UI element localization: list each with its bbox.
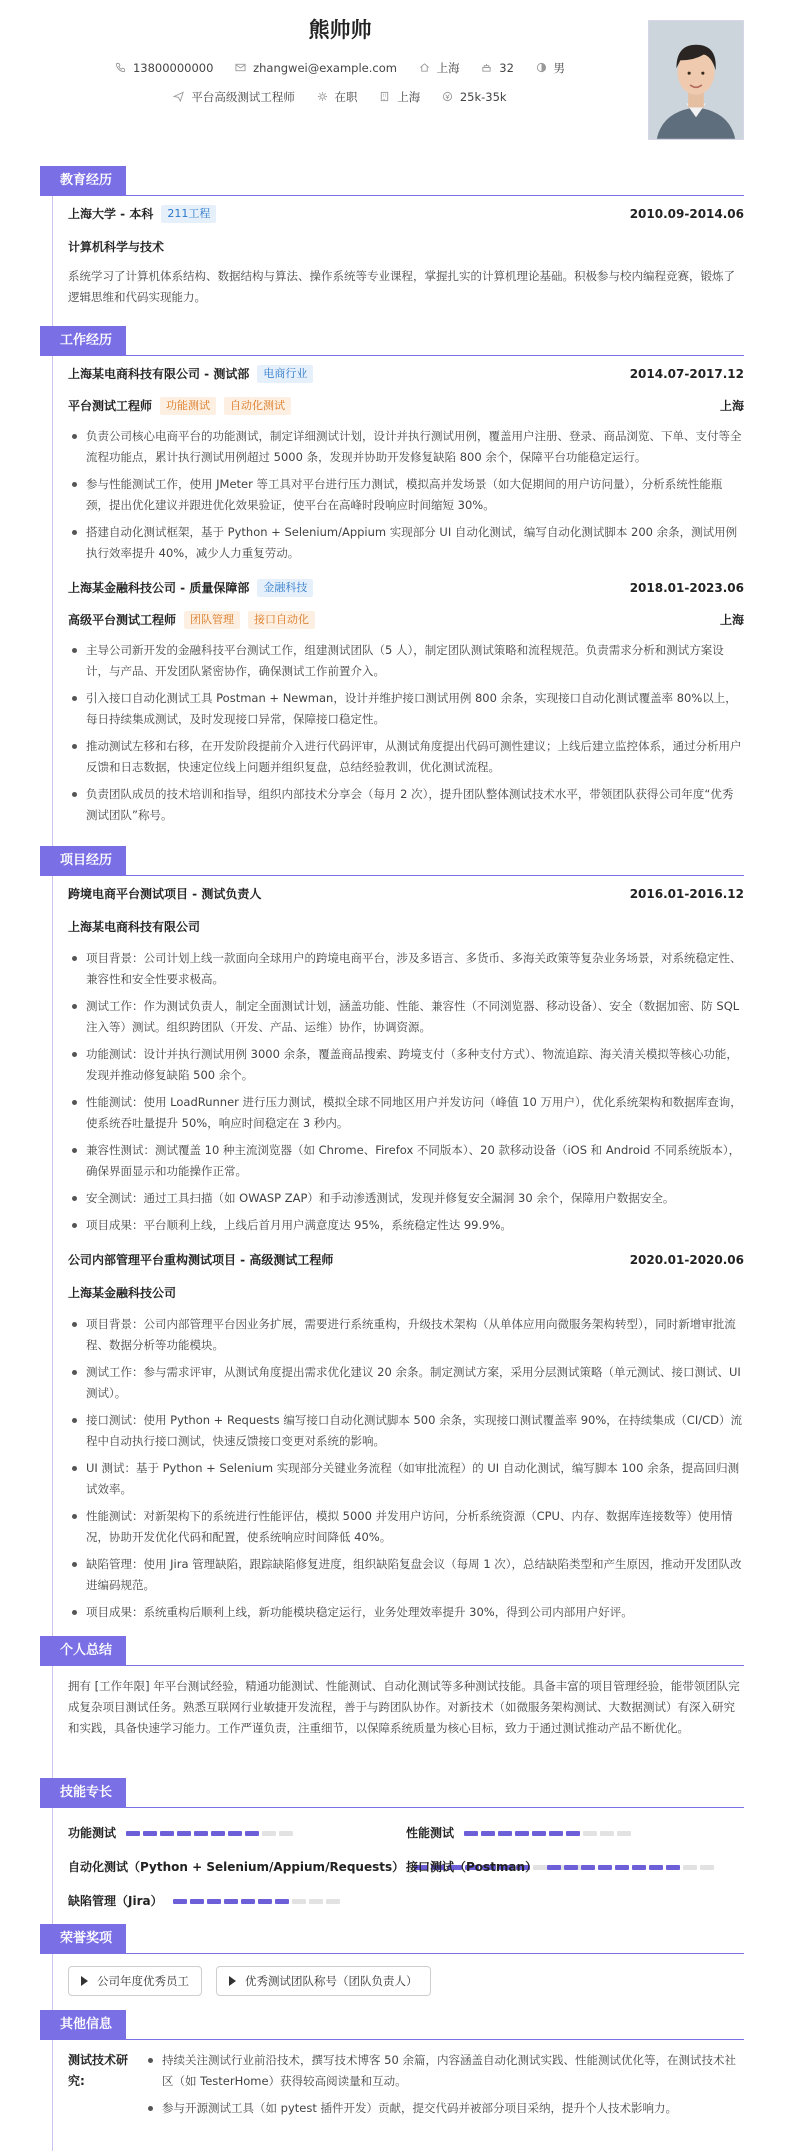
summary-body: [40, 1676, 744, 1739]
job-company-left: [68, 364, 313, 384]
gender-item: [536, 58, 566, 78]
awards-body: [40, 1966, 744, 1996]
section-title: 教育经历: [40, 166, 126, 196]
skill-name: 自动化测试（Python + Selenium/Appium/Requests）: [68, 1860, 405, 1874]
award-label: 优秀测试团队称号（团队负责人）: [245, 1974, 418, 1988]
job-role-row: [68, 392, 744, 420]
job-location: 上海: [719, 613, 744, 627]
project-name: 跨境电商平台测试项目 - 测试负责人: [68, 887, 262, 901]
work-header: [40, 326, 744, 356]
job-role: 平台测试工程师: [68, 399, 153, 413]
avatar: [648, 20, 744, 140]
hometown-text: 上海: [436, 61, 460, 75]
section-title: 工作经历: [40, 326, 126, 356]
school-tag: 211工程: [161, 205, 216, 223]
section-rule: [40, 1807, 744, 1808]
company-name: 上海某电商科技有限公司 - 测试部: [68, 367, 250, 381]
job-title-text: 平台高级测试工程师: [191, 90, 295, 104]
skill-item: [68, 1816, 406, 1850]
section-rule: [40, 195, 744, 196]
skill-segment: [649, 1865, 663, 1870]
project-row: [68, 876, 744, 912]
home-icon: [419, 62, 430, 73]
project-bullets: [68, 1314, 744, 1623]
skill-segment: [245, 1831, 259, 1836]
section-rule: [40, 1953, 744, 1954]
phone-icon: [115, 62, 126, 73]
section-rule: [40, 1665, 744, 1666]
awards-header: [40, 1924, 744, 1954]
skill-segment: [262, 1831, 276, 1836]
triangle-icon: [229, 1976, 236, 1986]
skill-segment: [275, 1899, 289, 1904]
skill-segment: [207, 1899, 221, 1904]
phone-item: [115, 58, 213, 78]
contact-row: [0, 58, 680, 78]
skill-level-bar: [126, 1831, 296, 1836]
gender-text: 男: [553, 61, 566, 75]
job-bullets: [68, 426, 744, 564]
list-item: 兼容性测试：测试覆盖 10 种主流浏览器（如 Chrome、Firefox 不同版本）、20 款移动设备（iOS 和 Android 不同系统版本），确保界面显示和功能操作正常。: [68, 1140, 744, 1182]
other-body: [40, 2050, 744, 2125]
list-item: 项目背景：公司内部管理平台因业务扩展，需要进行系统重构，升级技术架构（从单体应用向微服务架构转型），同时新增审批流程、数据分析等功能模块。: [68, 1314, 744, 1356]
skill-segment: [126, 1831, 140, 1836]
skill-tag: 自动化测试: [224, 397, 291, 415]
candidate-name: 熊帅帅: [308, 18, 372, 42]
skill-segment: [632, 1865, 646, 1870]
list-item: 性能测试：使用 LoadRunner 进行压力测试，模拟全球不同地区用户并发访问（峰值 10 万用户），优化系统架构和数据库查询，使系统吞吐量提升 50%，响应时间稳定在 3 秒内。: [68, 1092, 744, 1134]
skill-segment: [194, 1831, 208, 1836]
skill-segment: [173, 1899, 187, 1904]
section-title: 技能专长: [40, 1778, 126, 1808]
mail-icon: [235, 62, 246, 73]
work-body: [40, 356, 744, 826]
skill-segment: [700, 1865, 714, 1870]
other-section: [40, 2010, 744, 2125]
section-rule: [40, 2039, 744, 2040]
award-item: [216, 1966, 431, 1996]
list-item: 项目成果：系统重构后顺利上线，新功能模块稳定运行，业务处理效率提升 30%，得到公司内部用户好评。: [68, 1602, 744, 1623]
list-item: 持续关注测试行业前沿技术，撰写技术博客 50 余篇，内容涵盖自动化测试实践、性能测试优化等，在测试技术社区（如 TesterHome）获得较高阅读量和互动。: [144, 2050, 744, 2092]
industry-tag: 电商行业: [257, 365, 313, 383]
project-date: 2016.01-2016.12: [629, 887, 744, 901]
work-section: [40, 326, 744, 832]
job-date: 2014.07-2017.12: [629, 367, 744, 381]
summary-section: [40, 1636, 744, 1739]
education-desc: 系统学习了计算机体系结构、数据结构与算法、操作系统等专业课程，掌握扎实的计算机理论基础。积极参与校内编程竞赛，锻炼了逻辑思维和代码实现能力。: [68, 269, 735, 304]
age-item: [481, 58, 514, 78]
list-item: UI 测试：基于 Python + Selenium 实现部分关键业务流程（如审批流程）的 UI 自动化测试，编写脚本 100 余条，提高回归测试效率。: [68, 1458, 744, 1500]
other-header: [40, 2010, 744, 2040]
skill-segment: [160, 1831, 174, 1836]
skill-name: 功能测试: [68, 1826, 117, 1840]
skill-segment: [666, 1865, 680, 1870]
skill-segment: [581, 1865, 595, 1870]
skill-segment: [566, 1831, 580, 1836]
skill-tag: 接口自动化: [248, 611, 315, 629]
section-title: 项目经历: [40, 846, 126, 876]
section-rule: [40, 875, 744, 876]
section-rule: [40, 355, 744, 356]
awards-section: [40, 1924, 744, 1996]
age-icon: [481, 62, 492, 73]
list-item: 测试工作：作为测试负责人，制定全面测试计划，涵盖功能、性能、兼容性（不同浏览器、移动设备）、安全（数据加密、防 SQL 注入等）测试。组织跨团队（开发、产品、运维）协作，协调资源。: [68, 996, 744, 1038]
skill-segment: [279, 1831, 293, 1836]
status-text: 在职: [334, 90, 358, 104]
industry-tag: 金融科技: [257, 579, 313, 597]
list-item: 项目成果：平台顺利上线，上线后首月用户满意度达 95%，系统稳定性达 99.9%。: [68, 1215, 744, 1236]
skill-segment: [549, 1831, 563, 1836]
salary-text: 25k-35k: [459, 90, 507, 104]
list-item: 负责团队成员的技术培训和指导，组织内部技术分享会（每月 2 次），提升团队整体测试技术水平，带领团队获得公司年度“优秀测试团队”称号。: [68, 784, 744, 826]
award-item: [68, 1966, 202, 1996]
hometown-item: [419, 58, 460, 78]
education-entry-row: [68, 196, 744, 232]
status-icon: [317, 91, 328, 102]
list-item: 负责公司核心电商平台的功能测试，制定详细测试计划，设计并执行测试用例，覆盖用户注册、登录、商品浏览、下单、支付等全流程功能点，累计执行测试用例超过 5000 条，发现并协助开发修复缺陷 800 余个，保障平台功能稳定运行。: [68, 426, 744, 468]
list-item: 测试工作：参与需求评审，从测试角度提出需求优化建议 20 余条。制定测试方案，采用分层测试策略（单元测试、接口测试、UI 测试）。: [68, 1362, 744, 1404]
skill-segment: [683, 1865, 697, 1870]
list-item: 引入接口自动化测试工具 Postman + Newman，设计并维护接口测试用例 800 余条，实现接口自动化测试覆盖率 80%以上，每日持续集成测试，及时发现接口异常，保障接口稳定性。: [68, 688, 744, 730]
project-company: 上海某电商科技有限公司: [68, 920, 201, 934]
skills-section: [40, 1778, 744, 1918]
job-role: 高级平台测试工程师: [68, 613, 177, 627]
skill-segment: [143, 1831, 157, 1836]
skill-segment: [617, 1831, 631, 1836]
list-item: 接口测试：使用 Python + Requests 编写接口自动化测试脚本 500 余条，实现接口测试覆盖率 90%，在持续集成（CI/CD）流程中自动执行接口测试，快速反馈接口变更对系统的影响。: [68, 1410, 744, 1452]
skill-segment: [564, 1865, 578, 1870]
skill-tag: 团队管理: [184, 611, 240, 629]
awards-list: [68, 1966, 744, 1996]
skill-segment: [583, 1831, 597, 1836]
project-date: 2020.01-2020.06: [629, 1253, 744, 1267]
status-item: [317, 87, 358, 107]
projects-header: [40, 846, 744, 876]
award-label: 公司年度优秀员工: [97, 1974, 189, 1988]
skill-segment: [498, 1831, 512, 1836]
other-label: 测试技术研究:: [68, 2053, 129, 2088]
skills-body: [40, 1816, 744, 1918]
skill-name: 接口测试（Postman）: [406, 1860, 538, 1874]
job-title-item: [173, 87, 295, 107]
skill-segment: [598, 1865, 612, 1870]
skill-item: [406, 1816, 744, 1850]
job-company-left: [68, 578, 313, 598]
triangle-icon: [81, 1976, 88, 1986]
summary-text: 拥有 [工作年限] 年平台测试经验，精通功能测试、性能测试、自动化测试等多种测试技能。具备丰富的项目管理经验，能带领团队完成复杂项目测试任务。熟悉互联网行业敏捷开发流程，善于与跨团队协作。对新技术（如微服务架构测试、大数据测试）有深入研究和实践，具备快速学习能力。工作严谨负责，注重细节，以保障系统质量为核心目标，致力于通过测试推动产品不断优化。: [68, 1679, 740, 1735]
salary-item: [442, 87, 507, 107]
school-name: 上海大学 - 本科: [68, 207, 154, 221]
job-company-row: [68, 570, 744, 606]
skill-segment: [241, 1899, 255, 1904]
skills-grid: [68, 1816, 744, 1918]
education-header: [40, 166, 744, 196]
skill-segment: [600, 1831, 614, 1836]
skill-name: 性能测试: [406, 1826, 455, 1840]
skill-item: [68, 1850, 406, 1884]
job-role-left: [68, 610, 315, 630]
skill-segment: [258, 1899, 272, 1904]
list-item: 安全测试：通过工具扫描（如 OWASP ZAP）和手动渗透测试，发现并修复安全漏洞 30 余个，保障用户数据安全。: [68, 1188, 744, 1209]
skill-segment: [177, 1831, 191, 1836]
education-date: 2010.09-2014.06: [629, 207, 744, 221]
project-row: [68, 1242, 744, 1278]
skill-segment: [292, 1899, 306, 1904]
education-section: [40, 166, 744, 308]
job-location: 上海: [719, 399, 744, 413]
list-item: 搭建自动化测试框架，基于 Python + Selenium/Appium 实现部分 UI 自动化测试，编写自动化测试脚本 200 余条，测试用例执行效率提升 40%，减少人力重复劳动。: [68, 522, 744, 564]
project-bullets: [68, 948, 744, 1236]
skill-segment: [481, 1831, 495, 1836]
job-role-left: [68, 396, 291, 416]
skill-segment: [615, 1865, 629, 1870]
list-item: 推动测试左移和右移，在开发阶段提前介入进行代码评审，从测试角度提出代码可测性建议；上线后建立监控体系，通过分析用户反馈和日志数据，快速定位线上问题并组织复盘，总结经验教训，优化测试流程。: [68, 736, 744, 778]
section-title: 荣誉奖项: [40, 1924, 126, 1954]
skill-segment: [532, 1831, 546, 1836]
job-row: [0, 87, 680, 107]
age-text: 32: [499, 61, 514, 75]
job-company-row: [68, 356, 744, 392]
skill-level-bar: [547, 1865, 717, 1870]
skill-segment: [211, 1831, 225, 1836]
building-icon: [379, 91, 390, 102]
other-bullets: [144, 2050, 744, 2125]
skill-item: [68, 1884, 406, 1918]
skill-level-bar: [173, 1899, 343, 1904]
phone-text: 13800000000: [132, 61, 214, 75]
summary-header: [40, 1636, 744, 1666]
salary-icon: [442, 91, 453, 102]
skill-segment: [190, 1899, 204, 1904]
skill-tag: 功能测试: [160, 397, 216, 415]
list-item: 功能测试：设计并执行测试用例 3000 余条，覆盖商品搜索、跨境支付（多种支付方式）、物流追踪、海关清关模拟等核心功能，发现并推动修复缺陷 500 余个。: [68, 1044, 744, 1086]
education-body: [40, 196, 744, 308]
city-item: [379, 87, 420, 107]
list-item: 参与性能测试工作，使用 JMeter 等工具对平台进行压力测试，模拟高并发场景（如大促期间的用户访问量），分析系统性能瓶颈，提出优化建议并跟进优化效果验证，使平台在高峰时段响应时间缩短 30%。: [68, 474, 744, 516]
list-item: 性能测试：对新架构下的系统进行性能评估，模拟 5000 并发用户访问，分析系统资源（CPU、内存、数据库连接数等）使用情况，协助开发优化代码和配置，使系统响应时间降低 40%。: [68, 1506, 744, 1548]
skill-segment: [228, 1831, 242, 1836]
skill-level-bar: [464, 1831, 634, 1836]
skill-segment: [515, 1831, 529, 1836]
skill-segment: [547, 1865, 561, 1870]
skill-name: 缺陷管理（Jira）: [68, 1894, 163, 1908]
projects-body: [40, 876, 744, 1623]
company-name: 上海某金融科技公司 - 质量保障部: [68, 581, 250, 595]
list-item: 项目背景：公司计划上线一款面向全球用户的跨境电商平台，涉及多语言、多货币、多海关政策等复杂业务场景，对系统稳定性、兼容性和安全性要求极高。: [68, 948, 744, 990]
list-item: 主导公司新开发的金融科技平台测试工作，组建测试团队（5 人），制定团队测试策略和流程规范。负责需求分析和测试方案设计，与产品、开发团队紧密协作，确保测试工作前置介入。: [68, 640, 744, 682]
email-item: [235, 58, 397, 78]
job-bullets: [68, 640, 744, 826]
skill-segment: [326, 1899, 340, 1904]
skills-header: [40, 1778, 744, 1808]
project-company: 上海某金融科技公司: [68, 1286, 177, 1300]
send-icon: [173, 91, 184, 102]
other-row: [68, 2050, 744, 2125]
gender-icon: [536, 62, 547, 73]
list-item: 缺陷管理：使用 Jira 管理缺陷，跟踪缺陷修复进度，组织缺陷复盘会议（每周 1 次），总结缺陷类型和产生原因，推动开发团队改进编码规范。: [68, 1554, 744, 1596]
education-entry-left: [68, 204, 216, 224]
skill-segment: [464, 1831, 478, 1836]
projects-section: [40, 846, 744, 1629]
email-text: zhangwei@example.com: [253, 61, 397, 75]
skill-segment: [309, 1899, 323, 1904]
job-date: 2018.01-2023.06: [629, 581, 744, 595]
skill-segment: [224, 1899, 238, 1904]
city-text: 上海: [397, 90, 421, 104]
major: 计算机科学与技术: [68, 240, 165, 254]
job-role-row: [68, 606, 744, 634]
section-title: 其他信息: [40, 2010, 126, 2040]
section-title: 个人总结: [40, 1636, 126, 1666]
list-item: 参与开源测试工具（如 pytest 插件开发）贡献，提交代码并被部分项目采纳，提升个人技术影响力。: [144, 2098, 744, 2119]
project-name: 公司内部管理平台重构测试项目 - 高级测试工程师: [68, 1253, 334, 1267]
skill-item: [406, 1850, 744, 1884]
